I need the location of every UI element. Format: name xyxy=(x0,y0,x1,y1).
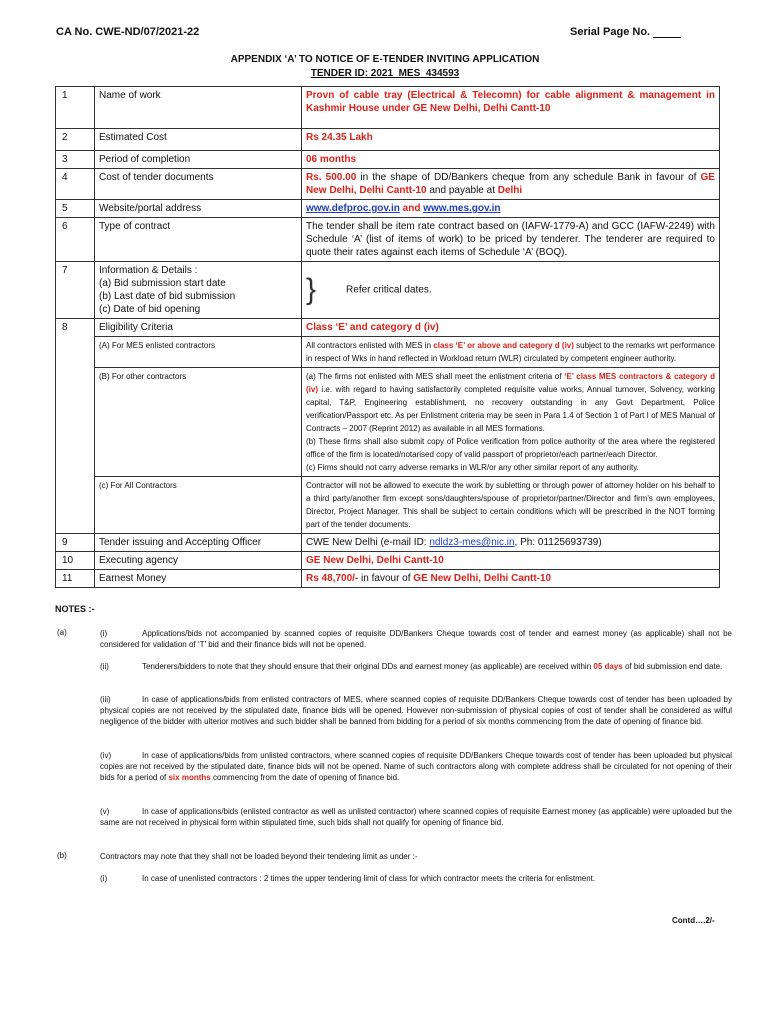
row-label: Cost of tender documents xyxy=(95,169,302,200)
executing-agency: GE New Delhi, Delhi Cantt-10 xyxy=(302,552,720,570)
other-contractors-criteria xyxy=(302,368,720,477)
continued-marker: Contd….2/- xyxy=(672,916,715,925)
accepting-officer xyxy=(302,534,720,552)
officer-email-link[interactable]: ndldz3-mes@nic.in xyxy=(429,537,515,548)
tender-doc-favour: GE New Delhi, Delhi Cantt-10 xyxy=(306,172,715,196)
estimated-cost: Rs 24.35 Lakh xyxy=(302,129,720,151)
note-lead: (v) xyxy=(100,807,110,816)
table-row xyxy=(56,552,720,570)
ca-number: CA No. CWE-ND/07/2021-22 xyxy=(56,26,200,38)
table-row xyxy=(56,337,720,368)
brace-icon: } xyxy=(306,273,317,306)
note-lead: (iv) xyxy=(100,751,112,760)
mes-enlisted-remarks: subject to the remarks wrt performance in respect of Wks in hand reflected in Workload return (WLR) circulated by competent engineer authority. xyxy=(306,341,715,363)
criteria-a-details: i.e. with regard to having satisfactorily completed requisite value works, Annual turnover, Solvency, working capital, T&P, Engineering establishment, no recovery outstanding in any Govt Department, Police verification/Passport etc. As per Enlistment criteria may be seen in Para 1.4 of Section 1 of Part I of MES Manual of Contracts – 2007 (Reprint 2012) as available in all MES formations. xyxy=(306,385,715,433)
row-number: 1 xyxy=(56,87,95,129)
criteria-c: (c) Firms should not carry adverse remarks in WLR/or any other similar report of any authority. xyxy=(306,463,639,472)
earnest-favour: GE New Delhi, Delhi Cantt-10 xyxy=(413,573,552,584)
note-lead: (i) xyxy=(100,629,108,638)
row-number: 5 xyxy=(56,200,95,218)
row-label: Eligibility Criteria xyxy=(95,319,302,337)
tender-doc-place: Delhi xyxy=(497,185,523,196)
officer-phone: , Ph: 01125693739) xyxy=(514,537,602,548)
serial-label: Serial Page No. xyxy=(570,26,651,38)
bid-opening-date-label: (c) Date of bid opening xyxy=(99,304,201,315)
all-contractors-criteria: Contractor will not be allowed to execute the work by subletting or through power of attorney holder on his behalf to a third party/another firm except sons/daughters/spouse of proprietor/partner/Director and firm’s own employees, Director, Project Manager. This shall be subject to certain conditions which will be prescribed in the NOT forming part of the tender documents. xyxy=(302,477,720,534)
criteria-b: (b) These firms shall also submit copy of Police verification from police authority of the area where the registered office of the firm is located/notarised copy of valid passport of proprietor/each partner/each Director. xyxy=(306,437,715,459)
earnest-text: in favour of xyxy=(358,573,414,584)
row-label: Information & Details : xyxy=(99,265,198,276)
website-and: and xyxy=(399,203,424,214)
note-a-i xyxy=(100,628,732,650)
tender-doc-and: and payable at xyxy=(426,185,498,196)
note-text-end: of bid submission end date. xyxy=(622,662,723,671)
note-b-tag: (b) xyxy=(57,851,67,860)
note-text: Tenderers/bidders to note that they should ensure that their original DDs and earnest money (as applicable) are received within xyxy=(142,662,594,671)
row-label: Estimated Cost xyxy=(95,129,302,151)
note-a-iii xyxy=(100,694,732,727)
note-lead: (ii) xyxy=(100,662,109,671)
note-b-i xyxy=(100,873,732,884)
notes-heading: NOTES :- xyxy=(55,604,95,614)
mes-enlisted-class: class ‘E’ or above and category d (iv) xyxy=(433,341,574,350)
row-label: Website/portal address xyxy=(95,200,302,218)
note-text: In case of applications/bids from enlisted contractors of MES, where scanned copies of requisite DD/Bankers Cheque towards cost of tender has been uploaded by physical copies are not received by the stipulated date, finance bids will be opened. However non-submission of physical copies of cost of tender shall be considered as wilful negligence of the bidder with ulterior motives and such bidder shall be banned from bidding for a period of six months commencing from the date of opening of finance bid. xyxy=(100,695,732,726)
note-b: Contractors may note that they shall not be loaded beyond their tendering limit as under :- xyxy=(100,852,418,861)
table-row xyxy=(56,570,720,588)
criteria-a xyxy=(306,370,715,435)
table-row xyxy=(56,319,720,337)
table-row xyxy=(56,534,720,552)
period-of-completion: 06 months xyxy=(302,151,720,169)
cost-of-tender-documents xyxy=(302,169,720,200)
row-number: 10 xyxy=(56,552,95,570)
table-row xyxy=(56,87,720,129)
tender-doc-amount: Rs. 500.00 xyxy=(306,172,357,183)
note-text: In case of unenlisted contractors : 2 times the upper tendering limit of class for which contractor meets the criteria for enlistment. xyxy=(142,874,596,883)
note-days: 05 days xyxy=(593,662,623,671)
row-number: 2 xyxy=(56,129,95,151)
table-row xyxy=(56,151,720,169)
row-label: Executing agency xyxy=(95,552,302,570)
appendix-title: APPENDIX ‘A’ TO NOTICE OF E-TENDER INVITING APPLICATION xyxy=(230,54,540,65)
row-number: 8 xyxy=(56,319,95,534)
defproc-link[interactable]: www.defproc.gov.in xyxy=(306,203,400,214)
tender-doc-text: in the shape of DD/Bankers cheque from any schedule Bank in favour of xyxy=(356,172,701,183)
table-row xyxy=(56,129,720,151)
officer-text: CWE New Delhi (e-mail ID: xyxy=(306,537,430,548)
type-of-contract: The tender shall be item rate contract based on (IAFW-1779-A) and GCC (IAFW-2249) with Schedule ‘A’ (list of items of work) to be priced by tenderer. The tenderer are required to quote their rates against each items of Schedule ‘A’ (BOQ). xyxy=(302,218,720,262)
note-a-tag: (a) xyxy=(57,628,67,637)
other-contractors-label: (B) For other contractors xyxy=(95,368,302,477)
name-of-work: Provn of cable tray (Electrical & Telecomn) for cable alignment & management in Kashmir House under GE New Delhi, Delhi Cantt-10 xyxy=(302,87,720,129)
note-lead: (iii) xyxy=(100,695,111,704)
table-row xyxy=(56,218,720,262)
row-number: 9 xyxy=(56,534,95,552)
row-label: Period of completion xyxy=(95,151,302,169)
mes-enlisted-text: All contractors enlisted with MES in xyxy=(306,341,434,350)
tender-id xyxy=(0,68,770,79)
info-details xyxy=(95,262,302,319)
row-number: 4 xyxy=(56,169,95,200)
tender-value: : 2021_MES_434593 xyxy=(364,68,460,79)
tender-details-table xyxy=(55,86,720,588)
note-a-ii xyxy=(100,661,732,672)
criteria-a-text: (a) The firms not enlisted with MES shall meet the enlistment criteria of xyxy=(306,372,565,381)
mes-enlisted-label: (A) For MES enlisted contractors xyxy=(95,337,302,368)
row-number: 7 xyxy=(56,262,95,319)
note-text: In case of applications/bids (enlisted contractor as well as unlisted contractor) where scanned copies of requisite Earnest money (as applicable) were uploaded but the same are not received in physical form within stipulated time, such bids shall not qualify for opening of finance bid. xyxy=(100,807,732,827)
row-number: 3 xyxy=(56,151,95,169)
bid-start-date-label: (a) Bid submission start date xyxy=(99,278,226,289)
row-number: 11 xyxy=(56,570,95,588)
all-contractors-label: (c) For All Contractors xyxy=(95,477,302,534)
bid-last-date-label: (b) Last date of bid submission xyxy=(99,291,236,302)
table-row xyxy=(56,477,720,534)
note-months: six months xyxy=(168,773,211,782)
row-number: 6 xyxy=(56,218,95,262)
note-text: Applications/bids not accompanied by scanned copies of requisite DD/Bankers Cheque towards cost of tender and earnest money (as applicable) shall not be considered for validation of ‘T’ bid and their finance bids will not be opened. xyxy=(100,629,732,649)
note-a-iv xyxy=(100,750,732,783)
earnest-amount: Rs 48,700/- xyxy=(306,573,359,584)
criteria-a-class: ‘E’ class MES contractors & category d (iv) xyxy=(306,372,715,394)
row-label: Name of work xyxy=(95,87,302,129)
critical-dates-cell xyxy=(302,262,720,319)
table-row xyxy=(56,169,720,200)
table-row xyxy=(56,262,720,319)
refer-critical-dates: Refer critical dates. xyxy=(346,284,432,296)
serial-page-number xyxy=(570,26,681,38)
row-label: Type of contract xyxy=(95,218,302,262)
website-address xyxy=(302,200,720,218)
row-label: Tender issuing and Accepting Officer xyxy=(95,534,302,552)
mes-link[interactable]: www.mes.gov.in xyxy=(423,203,501,214)
note-text-end: commencing from the date of opening of finance bid. xyxy=(210,773,400,782)
note-a-v xyxy=(100,806,732,828)
row-label: Earnest Money xyxy=(95,570,302,588)
table-row xyxy=(56,368,720,477)
note-text: In case of applications/bids from unlisted contractors, where scanned copies of requisite DD/Bankers Cheque towards cost of tender has been uploaded but physical copies are not received by the stipulated date, finance bids will not be opened. Name of such contractors along with complete address shall be circulated for not opening of their bids for a period of xyxy=(100,751,732,782)
serial-blank xyxy=(653,27,681,38)
note-lead: (i) xyxy=(100,874,108,883)
table-row xyxy=(56,200,720,218)
tender-label: TENDER ID xyxy=(310,68,365,79)
mes-enlisted-criteria xyxy=(302,337,720,368)
eligibility-class: Class ‘E’ and category d (iv) xyxy=(302,319,720,337)
earnest-money xyxy=(302,570,720,588)
